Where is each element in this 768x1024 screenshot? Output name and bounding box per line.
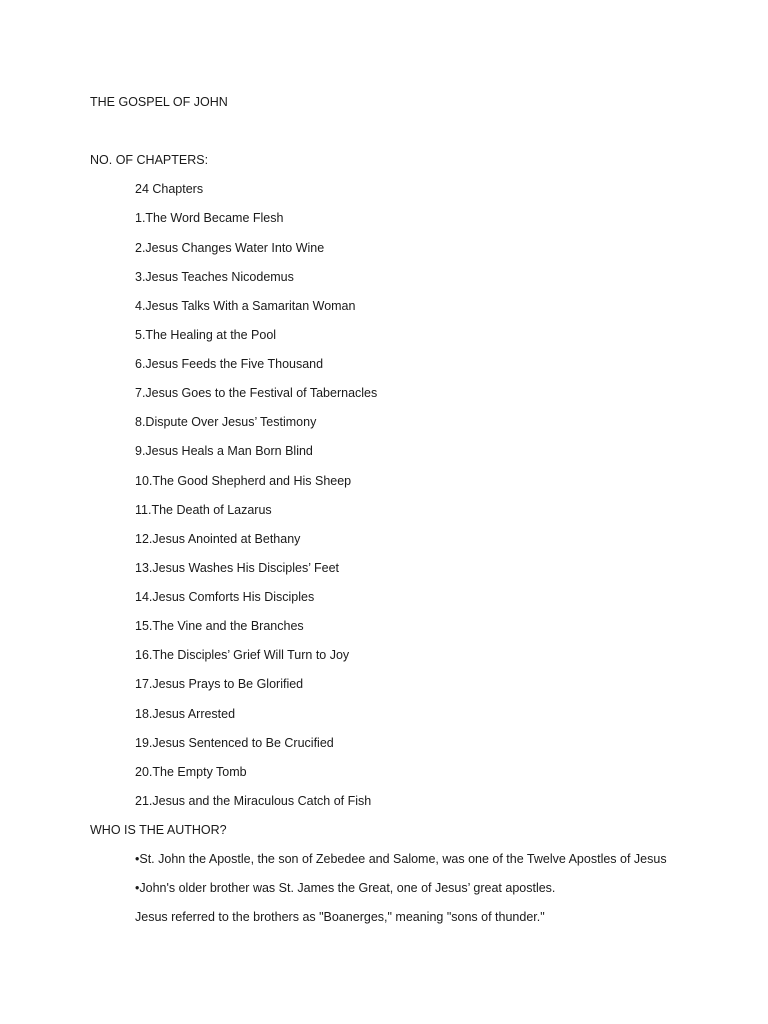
chapter-item: 12.Jesus Anointed at Bethany: [135, 532, 301, 546]
chapter-item: 18.Jesus Arrested: [135, 707, 236, 721]
author-point: •St. John the Apostle, the son of Zebedee and Salome, was one of the Twelve Apostles of Jesus: [135, 852, 667, 866]
chapter-item: 19.Jesus Sentenced to Be Crucified: [135, 736, 334, 750]
author-point: Jesus referred to the brothers as "Boanerges," meaning "sons of thunder.": [135, 910, 545, 924]
chapter-item: 6.Jesus Feeds the Five Thousand: [135, 357, 324, 371]
chapter-item: 9.Jesus Heals a Man Born Blind: [135, 444, 313, 458]
chapter-item: 8.Dispute Over Jesus’ Testimony: [135, 415, 317, 429]
chapter-item: 17.Jesus Prays to Be Glorified: [135, 677, 304, 691]
chapter-item: 14.Jesus Comforts His Disciples: [135, 590, 315, 604]
chapter-count: 24 Chapters: [135, 182, 204, 196]
chapter-item: 7.Jesus Goes to the Festival of Tabernacles: [135, 386, 378, 400]
chapter-item: 2.Jesus Changes Water Into Wine: [135, 241, 325, 255]
chapter-item: 11.The Death of Lazarus: [135, 503, 272, 517]
chapters-heading: NO. OF CHAPTERS:: [90, 153, 209, 167]
chapter-item: 1.The Word Became Flesh: [135, 211, 284, 225]
chapter-item: 5.The Healing at the Pool: [135, 328, 277, 342]
document-title: THE GOSPEL OF JOHN: [90, 95, 228, 109]
author-heading: WHO IS THE AUTHOR?: [90, 823, 227, 837]
chapter-item: 16.The Disciples’ Grief Will Turn to Joy: [135, 648, 350, 662]
chapter-item: 4.Jesus Talks With a Samaritan Woman: [135, 299, 356, 313]
chapter-item: 13.Jesus Washes His Disciples’ Feet: [135, 561, 340, 575]
chapter-item: 15.The Vine and the Branches: [135, 619, 304, 633]
chapter-item: 21.Jesus and the Miraculous Catch of Fish: [135, 794, 372, 808]
author-point: •John's older brother was St. James the Great, one of Jesus’ great apostles.: [135, 881, 556, 895]
chapter-item: 20.The Empty Tomb: [135, 765, 247, 779]
chapter-item: 3.Jesus Teaches Nicodemus: [135, 270, 294, 284]
chapter-item: 10.The Good Shepherd and His Sheep: [135, 474, 352, 488]
